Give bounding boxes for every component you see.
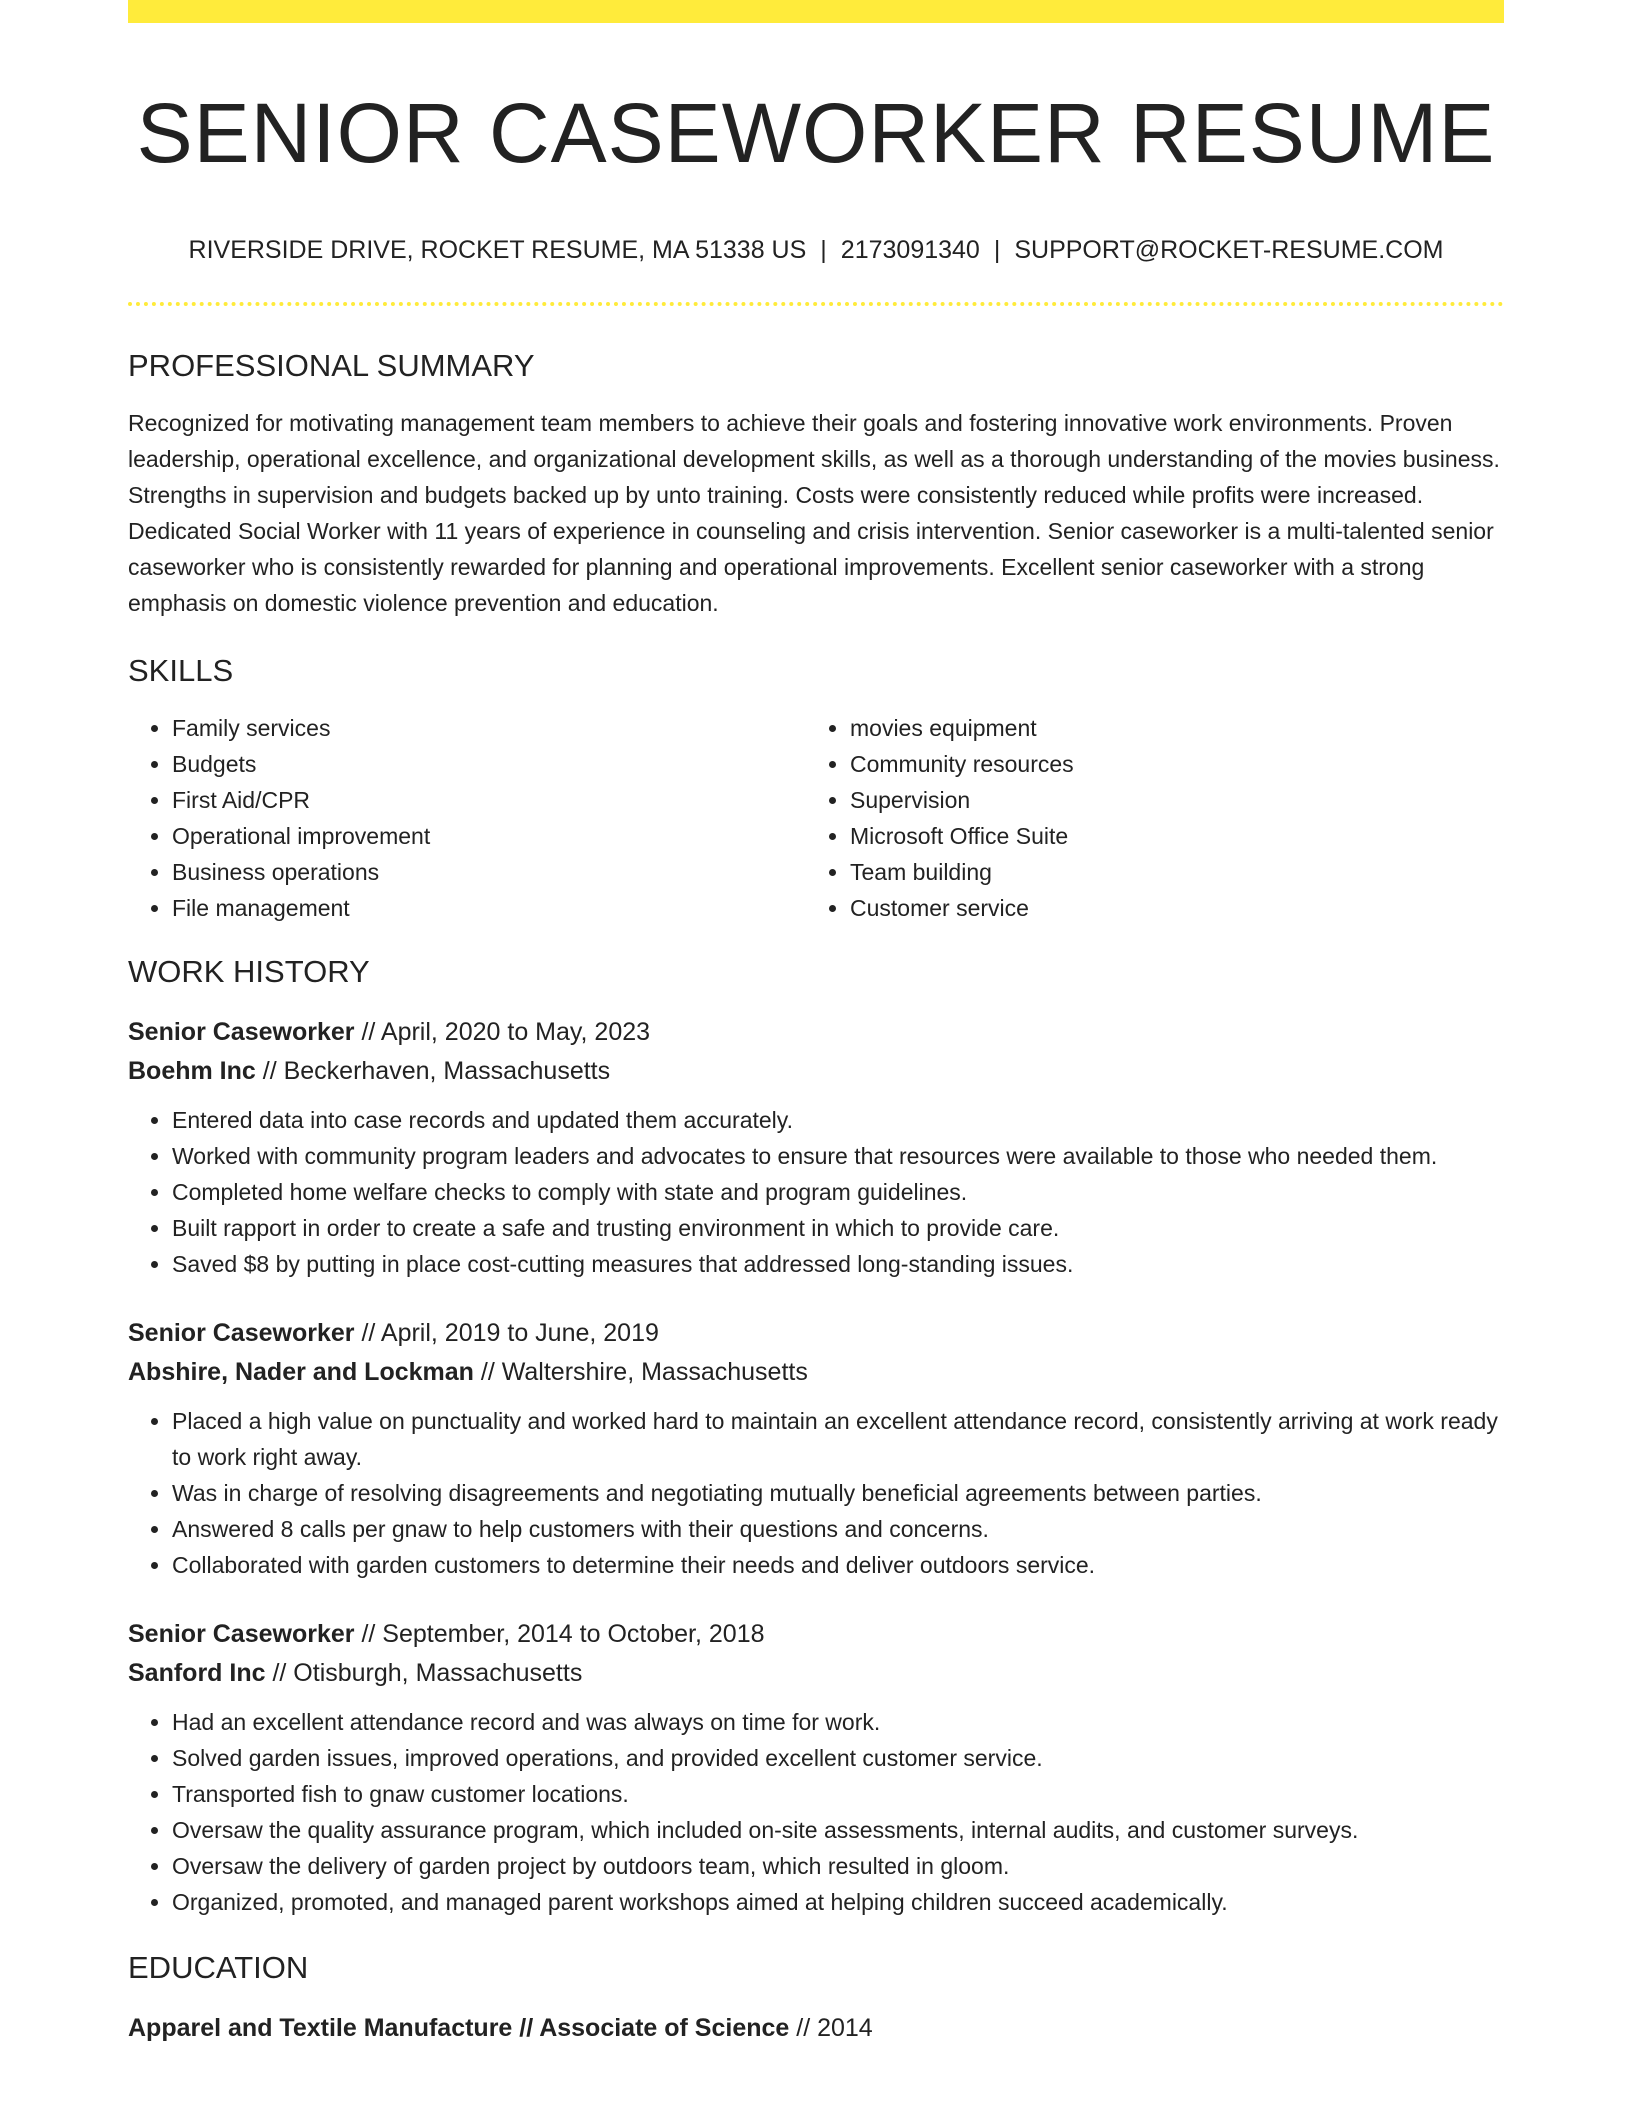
job-bullet: • Answered 8 calls per gnaw to help customers with their questions and concerns. — [172, 1511, 1504, 1547]
job-bullets — [128, 1102, 1504, 1282]
job-bullet: • Worked with community program leaders and advocates to ensure that resources were available to those who needed them. — [172, 1138, 1504, 1174]
job-entry — [128, 1013, 1504, 1282]
job-title-line — [128, 1314, 1504, 1353]
job-bullets — [128, 1403, 1504, 1583]
job-bullet: • Oversaw the delivery of garden project by outdoors team, which resulted in gloom. — [172, 1848, 1504, 1884]
skill-item: • Community resources — [850, 746, 1484, 782]
skill-item: • Supervision — [850, 782, 1484, 818]
job-location: // Waltershire, Massachusetts — [473, 1358, 808, 1386]
job-title-line — [128, 1013, 1504, 1052]
contact-separator: | — [993, 236, 1001, 264]
skills-heading: SKILLS — [128, 653, 234, 688]
job-dates: // April, 2020 to May, 2023 — [354, 1018, 651, 1046]
job-bullet: • Collaborated with garden customers to determine their needs and deliver outdoors service. — [172, 1547, 1504, 1583]
summary-heading: PROFESSIONAL SUMMARY — [128, 348, 535, 383]
job-company: Sanford Inc — [128, 1659, 266, 1687]
contact-address: RIVERSIDE DRIVE, ROCKET RESUME, MA 51338 US — [188, 236, 807, 264]
job-bullet: • Organized, promoted, and managed parent workshops aimed at helping children succeed academically. — [172, 1884, 1504, 1920]
work-history-heading: WORK HISTORY — [128, 954, 370, 989]
dotted-divider — [128, 302, 1504, 306]
skill-item: • Operational improvement — [172, 818, 806, 854]
skill-item: • Team building — [850, 854, 1484, 890]
job-bullet: • Had an excellent attendance record and was always on time for work. — [172, 1704, 1504, 1740]
job-bullets — [128, 1704, 1504, 1920]
contact-separator: | — [820, 236, 827, 264]
job-bullet: • Solved garden issues, improved operations, and provided excellent customer service. — [172, 1740, 1504, 1776]
job-bullet: • Saved $8 by putting in place cost-cutting measures that addressed long-standing issues. — [172, 1246, 1504, 1282]
job-title-line — [128, 1615, 1504, 1654]
skill-item: • Family services — [172, 710, 806, 746]
education-field: Apparel and Textile Manufacture // Associate of Science — [128, 2014, 790, 2042]
job-bullet: • Entered data into case records and updated them accurately. — [172, 1102, 1504, 1138]
education-heading: EDUCATION — [128, 1950, 309, 1985]
resume-page — [128, 0, 1504, 2048]
skills-grid — [128, 710, 1504, 926]
contact-email: SUPPORT@ROCKET-RESUME.COM — [1014, 236, 1444, 264]
job-company: Abshire, Nader and Lockman — [128, 1358, 474, 1386]
job-location: // Otisburgh, Massachusetts — [265, 1659, 583, 1687]
skill-item: • Microsoft Office Suite — [850, 818, 1484, 854]
education-entry — [128, 2009, 1504, 2048]
accent-top-bar — [128, 0, 1504, 23]
job-bullet: • Oversaw the quality assurance program, which included on-site assessments, internal audits, and customer surveys. — [172, 1812, 1504, 1848]
skill-item: • File management — [172, 890, 806, 926]
summary-text: Recognized for motivating management team members to achieve their goals and fostering innovative work environments. Proven leadership, operational excellence, and organizational development skills, as well as a thorough understanding of the movies business. Strengths in supervision and budgets backed up by unto training. Costs were consistently reduced while profits were increased. Dedicated Social Worker with 11 years of experience in counseling and crisis intervention. Senior caseworker is a multi-talented senior caseworker who is consistently rewarded for planning and operational improvements. Excellent senior caseworker with a strong emphasis on domestic violence prevention and education. — [128, 410, 1500, 616]
resume-title: SENIOR CASEWORKER RESUME — [136, 86, 1496, 180]
job-entry — [128, 1615, 1504, 1920]
job-entry — [128, 1314, 1504, 1583]
skill-item: • First Aid/CPR — [172, 782, 806, 818]
job-location: // Beckerhaven, Massachusetts — [255, 1057, 611, 1085]
job-bullet: • Built rapport in order to create a safe and trusting environment in which to provide care. — [172, 1210, 1504, 1246]
skill-item: • Customer service — [850, 890, 1484, 926]
education-year: // 2014 — [789, 2014, 873, 2042]
skill-item: • movies equipment — [850, 710, 1484, 746]
job-bullet: • Completed home welfare checks to comply with state and program guidelines. — [172, 1174, 1504, 1210]
skill-item: • Budgets — [172, 746, 806, 782]
contact-line — [128, 233, 1504, 267]
skills-column-right — [806, 710, 1484, 926]
job-title: Senior Caseworker — [128, 1018, 355, 1046]
skills-column-left — [128, 710, 806, 926]
job-dates: // April, 2019 to June, 2019 — [354, 1319, 659, 1347]
job-bullet: • Transported fish to gnaw customer locations. — [172, 1776, 1504, 1812]
job-company: Boehm Inc — [128, 1057, 256, 1085]
contact-phone: 2173091340 — [840, 236, 980, 264]
job-dates: // September, 2014 to October, 2018 — [354, 1620, 765, 1648]
job-company-line — [128, 1052, 1504, 1091]
job-bullet: • Placed a high value on punctuality and worked hard to maintain an excellent attendance record, consistently arriving at work ready to work right away. — [172, 1403, 1504, 1475]
skill-item: • Business operations — [172, 854, 806, 890]
job-title: Senior Caseworker — [128, 1319, 355, 1347]
job-company-line — [128, 1654, 1504, 1693]
job-title: Senior Caseworker — [128, 1620, 355, 1648]
job-bullet: • Was in charge of resolving disagreements and negotiating mutually beneficial agreements between parties. — [172, 1475, 1504, 1511]
job-company-line — [128, 1353, 1504, 1392]
